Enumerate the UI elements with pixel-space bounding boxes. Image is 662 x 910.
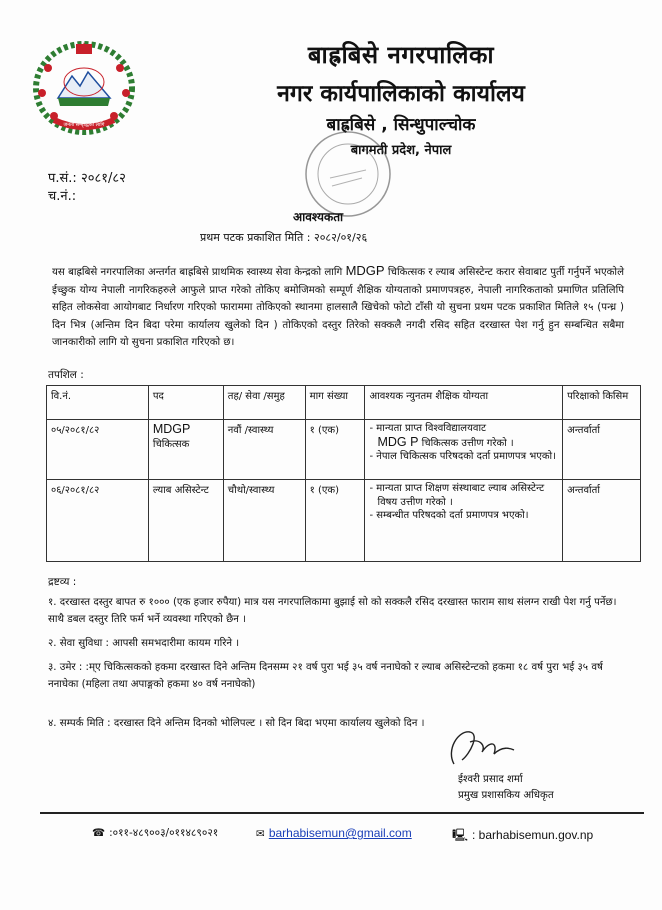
notice-title: आवश्यकता bbox=[293, 210, 344, 224]
cell-exam: अन्तर्वार्ता bbox=[563, 480, 641, 562]
patra-sankhya: प.सं.: २०८१/८२ bbox=[48, 171, 126, 186]
logo-motto: जनता सम्बृद्धिका लागि bbox=[63, 122, 105, 128]
footer-phone bbox=[92, 826, 218, 840]
mail-icon: ✉ bbox=[256, 828, 265, 840]
office-name: नगर कार्यपालिकाको कार्यालय bbox=[277, 81, 525, 107]
cell-post: ल्याब असिस्टेन्ट bbox=[148, 480, 223, 562]
cell-qualification bbox=[365, 420, 563, 480]
website-link[interactable]: : barhabisemun.gov.np bbox=[472, 828, 594, 842]
cell-level: नवौं /स्वास्थ्य bbox=[223, 420, 305, 480]
cell-post bbox=[148, 420, 223, 480]
cell-qualification bbox=[365, 480, 563, 562]
qualification-item: - मान्यता प्राप्त शिक्षण संस्थाबाट ल्याब असिस्टेन्ट विषय उत्तीण गरेको । bbox=[369, 483, 545, 508]
note-item: ४. सम्पर्क मिति : दरखास्त दिने अन्तिम दिनको भोलिपल्ट । सो दिन बिदा भएमा कार्यालय खुलेको दिन । bbox=[48, 718, 425, 729]
table-row bbox=[47, 420, 641, 480]
note-item: ३. उमेर : :म्ए चिकित्सकको हकमा दरखास्त दिने अन्तिम दिनसम्म २१ वर्ष पुरा भई ३५ वर्ष ननाघेको र ल्याब असिस्टेन्टको हकमा १८ वर्ष पुरा भई ३५ वर्ष ननाघेका (महिला तथा अपाङ्गको हकमा ४० वर्ष ननाघेको) bbox=[48, 662, 603, 690]
signer-name: ईश्वरी प्रसाद शर्मा bbox=[458, 774, 523, 785]
table-header-row bbox=[47, 386, 641, 420]
phone-icon: ☎ bbox=[92, 827, 106, 839]
qualification-item: - सम्बन्धीत परिषदको दर्ता प्रमाणपत्र भएको। bbox=[369, 510, 529, 521]
col-header-post: पद bbox=[148, 386, 223, 420]
reference-block bbox=[48, 170, 126, 206]
cell-serial: ०६/२०८१/८२ bbox=[47, 480, 149, 562]
footer-divider bbox=[40, 812, 644, 814]
cell-level: चौथो/स्वास्थ्य bbox=[223, 480, 305, 562]
col-header-qualification: आवश्यक न्युनतम शैक्षिक योग्यता bbox=[365, 386, 563, 420]
phone-number: :०११-४८९००३/०११४८९०२१ bbox=[109, 827, 219, 839]
qualification-item: - मान्यता प्राप्त विश्वविद्यालयवाट MDG P चिकित्सक उत्तीण गरेको । bbox=[369, 423, 514, 449]
col-header-level: तह/ सेवा /समुह bbox=[223, 386, 305, 420]
vacancy-table bbox=[46, 385, 641, 562]
post-mdgp: MDGP bbox=[152, 422, 191, 436]
body-part-1: यस बाह्रबिसे नगरपालिका अन्तर्गत बाह्रबिसे प्राथमिक स्वास्थ्य सेवा केन्द्रको लागि bbox=[52, 267, 343, 278]
cell-count: १ (एक) bbox=[305, 480, 365, 562]
body-mdgp: MDGP bbox=[345, 263, 385, 278]
col-header-count: माग संख्या bbox=[305, 386, 365, 420]
email-link[interactable]: barhabisemun@gmail.com bbox=[268, 826, 412, 840]
table-label: तपशिल : bbox=[48, 369, 84, 381]
col-header-exam: परिक्षाको किसिम bbox=[563, 386, 641, 420]
signer-title: प्रमुख प्रशासकिय अधिकृत bbox=[458, 790, 554, 801]
footer-website bbox=[452, 826, 593, 847]
province-line: बागमती प्रदेश, नेपाल bbox=[350, 143, 452, 158]
computer-icon: 🖳 bbox=[452, 828, 469, 842]
note-item: २. सेवा सुविधा : आपसी समभदारीमा कायम गरिने । bbox=[48, 638, 240, 649]
notes-heading: द्रष्टव्य : bbox=[48, 576, 77, 588]
qualification-item: - नेपाल चिकित्सक परिषदको दर्ता प्रमाणपत्र भएको। bbox=[369, 451, 556, 462]
office-address: बाह्रबिसे , सिन्धुपाल्चोक bbox=[326, 115, 476, 135]
footer-email bbox=[256, 826, 412, 840]
notice-body bbox=[52, 262, 624, 352]
cell-count: १ (एक) bbox=[305, 420, 365, 480]
body-part-2: चिकित्सक र ल्याब असिस्टेन्ट करार सेवाबाट पुर्ती गर्नुपर्ने भएकोले ईच्छुक योग्य नेपाली नागरिकहरुले आफुले प्राप्त गरेको तोकिए बमोजिमको सम्पूर्ण शैक्षिक योग्यताको प्रमाणपत्रहरु, नेपाली नागरिकताको प्रमाणित प्रतिलिपि सहित लोकसेवा आयोगबाट निर्धारण गरिएको फाराममा तोकिएको स्थानमा हालसालै खिचेको फोटो टाँसी यो सुचना प्रथम पटक प्रकाशित मितिले १५ (पन्ध्र ) दिन भित्र (अन्तिम दिन बिदा परेमा कार्यालय खुलेको दिन ) तोकिएको दस्तुर तिरेको सक्कलै नगदी रसिद सहित दरखास्त पेश गर्नु हुन सम्बन्धित सबैमा जानकारीको लागि यो सुचना प्रकाशित गरिएको छ। bbox=[52, 267, 624, 348]
notes-list bbox=[48, 594, 632, 739]
chalani-number: च.नं.: bbox=[48, 189, 77, 204]
publish-date: प्रथम पटक प्रकाशित मिति : २०८२/०१/२६ bbox=[200, 231, 368, 244]
municipality-name: बाह्रबिसे नगरपालिका bbox=[307, 41, 495, 69]
cell-exam: अन्तर्वार्ता bbox=[563, 420, 641, 480]
note-item: १. दरखास्त दस्तुर बापत रु १००० (एक हजार रुपैया) मात्र यस नगरपालिकामा बुझाई सो को सक्कलै रसिद दरखास्त फाराम साथ संलग्न राखी पेश गर्नु पर्नेछ। साथै डबल दस्तुर तिरि फर्म भर्ने व्यवस्था गरिएको छैन । bbox=[48, 597, 617, 625]
signer-block bbox=[458, 772, 554, 804]
post-label: चिकित्सक bbox=[152, 439, 190, 450]
cell-serial: ०५/२०८१/८२ bbox=[47, 420, 149, 480]
signature-image bbox=[440, 720, 520, 770]
col-header-serial: वि.नं. bbox=[47, 386, 149, 420]
table-row bbox=[47, 480, 641, 562]
